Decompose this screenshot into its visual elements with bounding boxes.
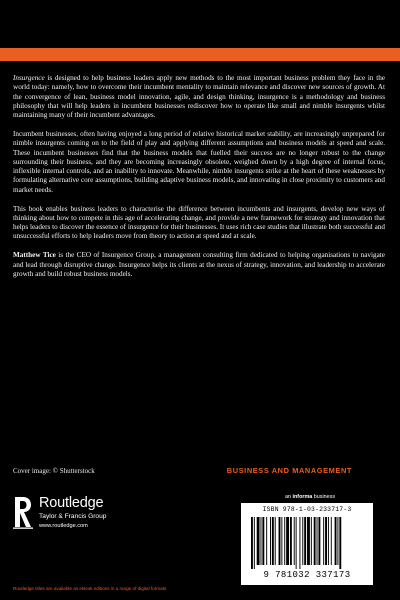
isbn-text: ISBN 978-1-03-233717-3 — [262, 506, 352, 513]
blurb-paragraph-1 — [13, 74, 385, 120]
routledge-logo-icon — [13, 496, 33, 529]
blurb-paragraph-1-text: is designed to help business leaders apply new methods to the most important business problem they face in the world today: namely, how to overcome their incumbent mentality to maintain relevance and discover new sources of growth. At the convergence of lean, business model innovation, agile, and design thinking, insurgence is a methodology and business philosophy that will help leaders in incumbent businesses rediscover how to operate like small and nimble insurgents whilst maintaining many of their incumbent advantages. — [13, 74, 385, 120]
author-bio — [13, 251, 385, 279]
informa-word: informa — [292, 494, 313, 500]
informa-prefix: an — [285, 494, 293, 500]
publisher-group: Taylor & Francis Group — [39, 513, 107, 520]
barcode-digits: 9 781032 337173 — [263, 570, 351, 580]
author-name: Matthew Tice — [13, 251, 56, 260]
back-cover-blurb — [13, 74, 385, 288]
barcode-icon — [251, 517, 363, 569]
category-label: BUSINESS AND MANAGEMENT — [226, 466, 352, 475]
cover-image-credit: Cover image: © Shutterstock — [13, 467, 95, 475]
cover-footer — [0, 455, 400, 600]
author-bio-text: is the CEO of Insurgence Group, a management consulting firm dedicated to helping organisations to navigate and lead through disruptive change. Insurgence helps its clients at the nexus of strategy, innovation, and leadership to accelerate growth and build robust business models. — [13, 251, 385, 278]
ebook-availability-note: Routledge titles are available as eBook editions in a range of digital formats — [13, 586, 167, 591]
publisher-name: Routledge — [39, 495, 104, 511]
blurb-paragraph-2: Incumbent businesses, often having enjoyed a long period of relative historical market stability, are increasingly unprepared for nimble insurgents coming on to the field of play and applying different assumptions and business models at speed and scale. These incumbent businesses find that the business models that fuelled their success are no longer robust to the change surrounding their business, and they are becoming increasingly obsolete, weighed down by a high degree of internal focus, inflexible internal controls, and an inability to innovate. Meanwhile, nimble insurgents strike at the heart of these weaknesses by formulating alternative core assumptions, building adaptive business models, and innovating in close proximity to customers and market needs. — [13, 129, 385, 194]
publisher-url: www.routledge.com — [39, 523, 88, 529]
blurb-paragraph-3: This book enables business leaders to characterise the difference between incumbents and insurgents, develop new ways of thinking about how to compete in this age of accelerating change, and provide a new framework for strategy and innovation that helps leaders to discover the essence of insurgence for their businesses. It uses rich case studies that illustrate both successful and unsuccessful efforts to help leaders move from theory to action at speed and at scale. — [13, 204, 385, 241]
informa-suffix: business — [312, 494, 336, 500]
book-title-inline: Insurgence — [13, 74, 45, 82]
informa-business-label — [285, 494, 335, 500]
isbn-barcode — [241, 503, 373, 585]
orange-rule — [0, 48, 400, 61]
top-black-band — [0, 0, 400, 48]
publisher-logo — [13, 495, 163, 535]
